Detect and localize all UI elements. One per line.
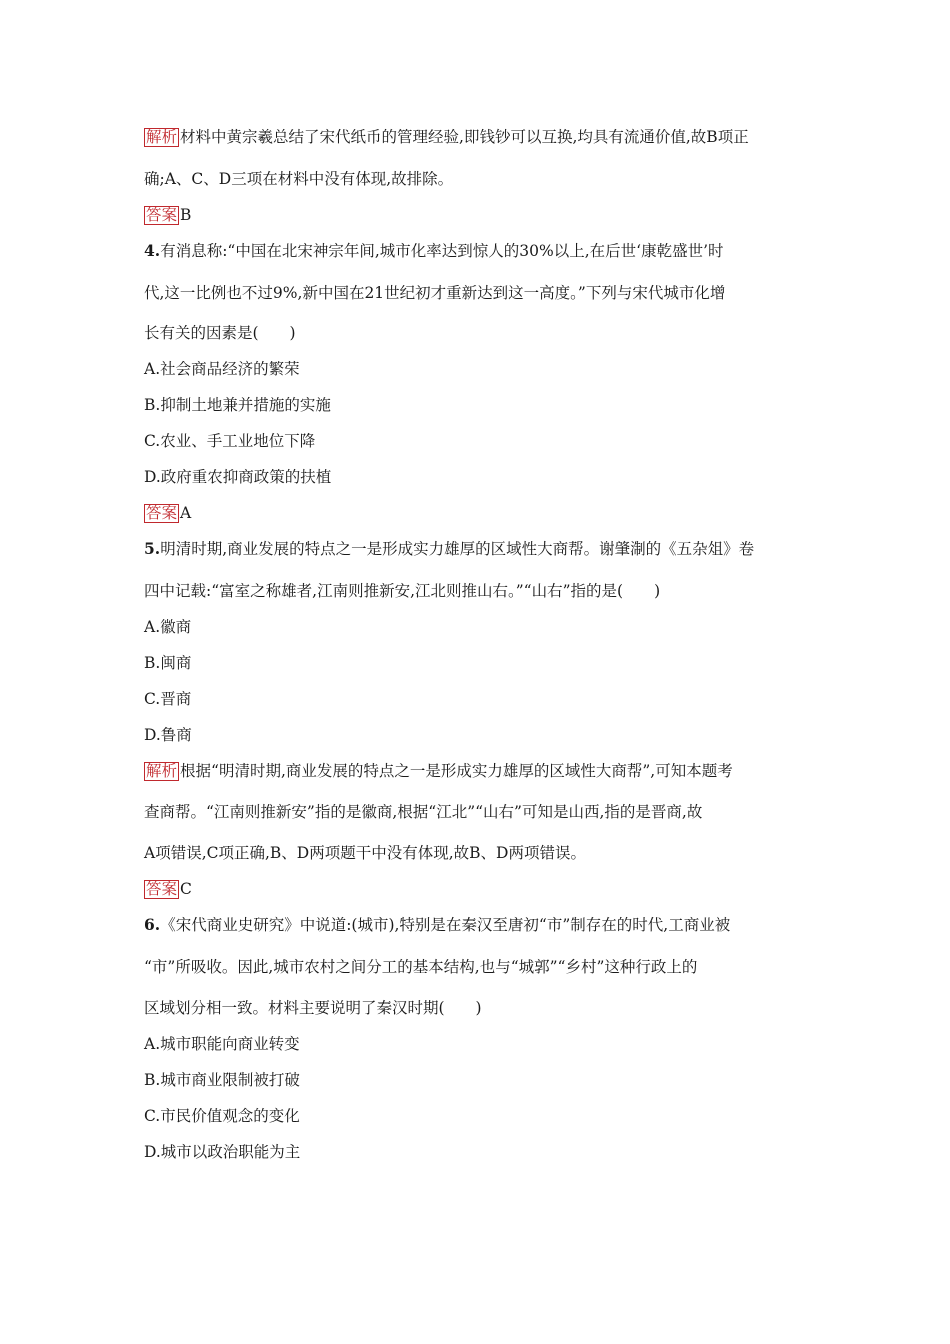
q6-stem-line-1: 6.《宋代商业史研究》中说道:(城市),特别是在秦汉至唐初“市”制存在的时代,工商业被 bbox=[144, 915, 731, 934]
q5-option-b: B.闽商 bbox=[144, 654, 192, 672]
q5-stem-line-1: 5.明清时期,商业发展的特点之一是形成实力雄厚的区域性大商帮。谢肇淛的《五杂俎》卷 bbox=[144, 539, 755, 558]
q4-option-c: C.农业、手工业地位下降 bbox=[144, 432, 316, 450]
q6-option-b: B.城市商业限制被打破 bbox=[144, 1071, 300, 1089]
q5-answer: 答案 C bbox=[146, 880, 192, 898]
q5-stem-line-2: 四中记载:“富室之称雄者,江南则推新安,江北则推山右。”“山右”指的是( ) bbox=[144, 582, 661, 600]
answer-tag: 答案 bbox=[146, 504, 178, 522]
q4-stem-line-1: 4.有消息称:“中国在北宋神宗年间,城市化率达到惊人的30%以上,在后世‘康乾盛世’时 bbox=[144, 241, 724, 260]
q4-stem-line-3: 长有关的因素是( ) bbox=[144, 324, 296, 342]
q5-option-a: A.徽商 bbox=[144, 618, 192, 636]
analysis-tag: 解析 bbox=[146, 762, 178, 780]
q4-option-b: B.抑制土地兼并措施的实施 bbox=[144, 396, 331, 414]
q4-number: 4. bbox=[144, 241, 161, 260]
q6-number: 6. bbox=[144, 915, 161, 934]
analysis-tag: 解析 bbox=[146, 128, 178, 146]
q4-stem-line-2: 代,这一比例也不过9%,新中国在21世纪初才重新达到这一高度。”下列与宋代城市化增 bbox=[144, 284, 726, 302]
answer-tag: 答案 bbox=[146, 206, 178, 224]
answer-tag: 答案 bbox=[146, 880, 178, 898]
q5-analysis-line-2: 查商帮。“江南则推新安”指的是徽商,根据“江北”“山右”可知是山西,指的是晋商,故 bbox=[144, 803, 703, 821]
q5-analysis-line-3: A项错误,C项正确,B、D两项题干中没有体现,故B、D两项错误。 bbox=[144, 844, 586, 862]
q5-option-d: D.鲁商 bbox=[144, 726, 192, 744]
q4-option-a: A.社会商品经济的繁荣 bbox=[144, 360, 300, 378]
q5-number: 5. bbox=[144, 539, 161, 558]
q5-option-c: C.晋商 bbox=[144, 690, 192, 708]
q4-answer: 答案 A bbox=[146, 504, 192, 522]
q3-answer: 答案 B bbox=[146, 206, 192, 224]
q5-analysis-line-1: 解析 根据“明清时期,商业发展的特点之一是形成实力雄厚的区域性大商帮”,可知本题考 bbox=[146, 762, 733, 780]
q6-stem-line-2: “市”所吸收。因此,城市农村之间分工的基本结构,也与“城郭”“乡村”这种行政上的 bbox=[144, 958, 698, 976]
q3-analysis-line-2: 确;A、C、D三项在材料中没有体现,故排除。 bbox=[144, 170, 454, 188]
q3-analysis-line-1: 解析 材料中黄宗羲总结了宋代纸币的管理经验,即钱钞可以互换,均具有流通价值,故B项正 bbox=[146, 128, 749, 146]
q6-stem-line-3: 区域划分相一致。材料主要说明了秦汉时期( ) bbox=[144, 999, 482, 1017]
q4-option-d: D.政府重农抑商政策的扶植 bbox=[144, 468, 332, 486]
q6-option-a: A.城市职能向商业转变 bbox=[144, 1035, 300, 1053]
q6-option-d: D.城市以政治职能为主 bbox=[144, 1143, 301, 1161]
q6-option-c: C.市民价值观念的变化 bbox=[144, 1107, 300, 1125]
